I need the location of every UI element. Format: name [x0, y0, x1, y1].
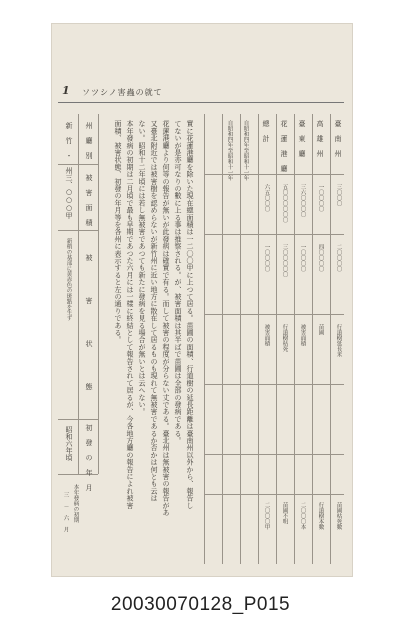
right-title-taitung: 臺 東 廳 — [298, 120, 306, 157]
right-value-cell: 三〇〇〇 — [335, 184, 342, 206]
left-extra-1: 本年發病の初期 — [72, 484, 79, 523]
right-value-cell: 一〇〇〇〇 — [299, 244, 306, 272]
right-value-cell: 一〇〇〇〇 — [317, 184, 324, 212]
right-row-header: 行道樹延長米 — [335, 324, 342, 357]
right-title-hualien: 花 蓮 港 廳 — [280, 120, 288, 172]
right-value-cell: 四〇〇〇〇 — [317, 244, 324, 272]
left-header-area: 被 害 面 積 — [85, 174, 93, 226]
right-row-header: 被害面積 — [299, 324, 306, 346]
running-title: ソツシノ害蟲の就て — [82, 88, 163, 97]
document-page — [52, 24, 352, 576]
body-line: 實に花蓮港廳を除いた現在總面積は一二〇〇甲に上つて居る。苗圃の面積、行道樹の延長距離は臺南州以外から、報告し — [186, 120, 194, 509]
body-line: 又臺北附近では被害樹を認めらないが新竹州に近い地方に散在して居るものも現れて無被害であるか否かは何とも云は — [150, 120, 158, 502]
body-line: てないが是亦可なりの數に上る事は推察される。が、被害面積は其半ばで苗圃は全部の發病である。 — [174, 120, 182, 444]
right-row-header: 行道樹枯死 — [281, 324, 288, 352]
left-header-first-seen: 初 發 の 年 月 — [85, 424, 93, 491]
right-row-header: 被害面積 — [263, 324, 270, 346]
right-bottom-note: 二〇〇〇本 — [299, 502, 306, 530]
left-header-region: 州 廳 別 — [85, 122, 93, 159]
header-rule — [58, 102, 344, 103]
left-header-state: 被 害 状 態 — [85, 254, 93, 404]
body-line: 本年發病の初期は二月頃で最も早期であつた六月には一樣に終結として報告されて居るが、今各地方廳の報告によれ被害 — [126, 120, 134, 509]
page-number: 1 — [62, 84, 70, 97]
right-title-total: 總 計 — [262, 120, 270, 142]
right-value-cell: 一〇〇〇〇 — [263, 244, 270, 272]
right-title-kaohsiung: 高 雄 州 — [316, 120, 324, 157]
left-row-state: 新梢の基部に黄赤色の斑點を生ず — [65, 238, 72, 321]
body-line: ない。昭和十二年頃には若し無被害であつても新たに發病を見る場合が無いとは云へない。 — [138, 120, 146, 416]
right-bottom-note: 苗圃不明 — [281, 502, 288, 524]
right-period-2: 自昭和四年至昭和十一年 — [226, 120, 233, 181]
right-value-cell: 三六〇〇〇〇 — [299, 184, 306, 217]
left-row-area: 三、○○○甲 — [65, 174, 73, 219]
left-row-region: 新 竹 ・ 州 — [65, 122, 73, 174]
left-row-first-seen: 昭和六年頃 — [65, 426, 73, 461]
right-title-tainan: 臺 南 州 — [334, 120, 342, 157]
body-line: 花蓮港廳より何等の報告が無いが此發病は確實で有る。而して被害の程度が分らない丈である。臺北州は無被害の報告があ — [162, 120, 170, 516]
right-value-cell: 三〇〇〇〇〇 — [281, 244, 288, 277]
right-value-cell: 二〇〇〇〇 — [335, 244, 342, 272]
body-line: 面積、被害状態、初發の年月等を各州に表示すると左の通りである。 — [114, 120, 122, 344]
left-extra-2: 三 － 六 月 — [62, 492, 69, 532]
right-value-cell: 六五〇〇〇 — [263, 184, 270, 212]
right-bottom-note: 苗圃枯死數 — [335, 502, 342, 530]
right-value-cell: 五〇〇〇〇〇〇 — [281, 184, 288, 223]
right-bottom-note: 二〇〇〇甲 — [263, 502, 270, 530]
right-period-1: 自昭和四年至昭和十一年 — [242, 120, 249, 181]
right-row-header: 苗圃 — [317, 324, 324, 335]
image-caption: 20030070128_P015 — [110, 594, 291, 615]
right-bottom-note: 行道樹本數 — [317, 502, 324, 530]
